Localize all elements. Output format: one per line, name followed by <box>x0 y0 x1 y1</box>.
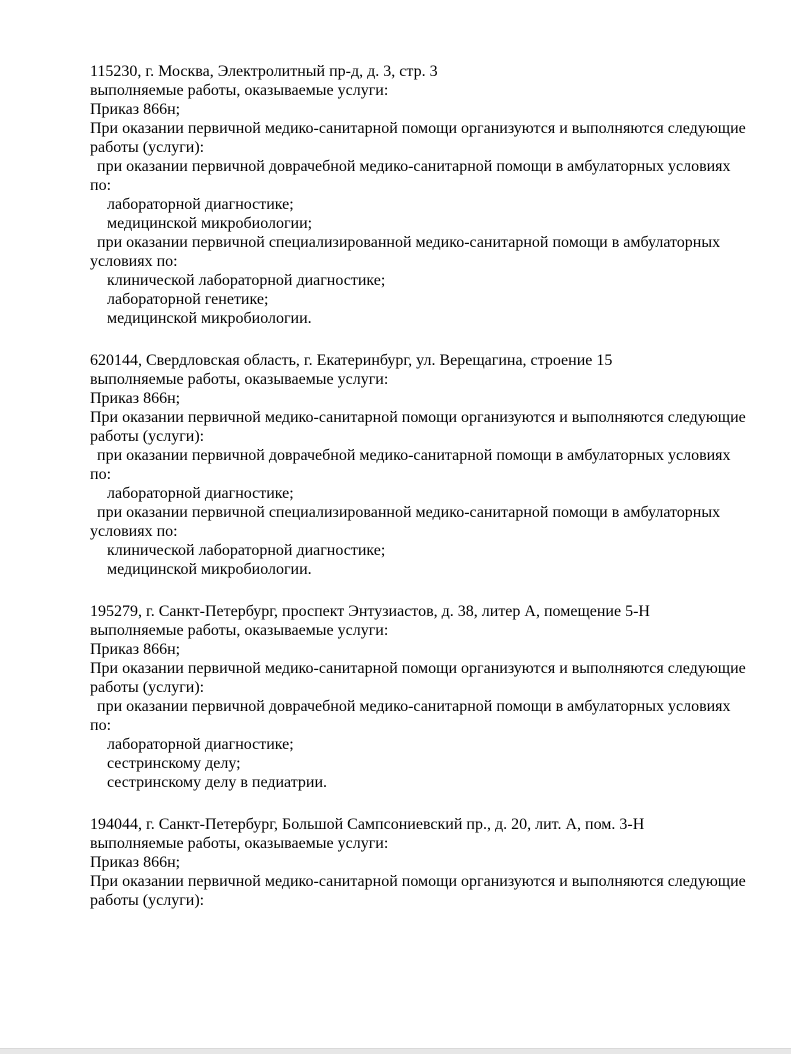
text-line: при оказании первичной доврачебной медико-санитарной помощи в амбулаторных условиях <box>97 158 731 175</box>
text-line: по: <box>90 717 112 734</box>
service-item-line: медицинской микробиологии; <box>107 215 313 232</box>
service-item-line: лабораторной диагностике; <box>107 196 294 213</box>
text-line: работы (услуги): <box>90 679 205 696</box>
text-line: при оказании первичной специализированной медико-санитарной помощи в амбулаторных <box>97 234 721 251</box>
text-line: Приказ 866н; <box>90 854 181 871</box>
text-line: Приказ 866н; <box>90 641 181 658</box>
text-line: При оказании первичной медико-санитарной помощи организуются и выполняются следующие <box>90 660 746 677</box>
text-line: При оказании первичной медико-санитарной помощи организуются и выполняются следующие <box>90 873 746 890</box>
address-line: 620144, Свердловская область, г. Екатеринбург, ул. Верещагина, строение 15 <box>90 352 613 369</box>
text-line: условиях по: <box>90 523 178 540</box>
text-line: выполняемые работы, оказываемые услуги: <box>90 371 389 388</box>
text-line: При оказании первичной медико-санитарной помощи организуются и выполняются следующие <box>90 120 746 137</box>
license-location-block <box>90 62 762 328</box>
horizontal-scrollbar-track[interactable] <box>0 1048 791 1054</box>
text-line: при оказании первичной доврачебной медико-санитарной помощи в амбулаторных условиях <box>97 447 731 464</box>
license-location-block <box>90 351 762 579</box>
text-line: работы (услуги): <box>90 139 205 156</box>
text-line: выполняемые работы, оказываемые услуги: <box>90 622 389 639</box>
service-item-line: сестринскому делу; <box>107 755 241 772</box>
service-item-line: клинической лабораторной диагностике; <box>107 542 386 559</box>
text-line: выполняемые работы, оказываемые услуги: <box>90 835 389 852</box>
address-line: 195279, г. Санкт-Петербург, проспект Энтузиастов, д. 38, литер А, помещение 5-Н <box>90 603 650 620</box>
text-line: при оказании первичной доврачебной медико-санитарной помощи в амбулаторных условиях <box>97 698 731 715</box>
license-location-block <box>90 815 762 910</box>
service-item-line: сестринскому делу в педиатрии. <box>107 774 328 791</box>
text-line: работы (услуги): <box>90 428 205 445</box>
service-item-line: лабораторной диагностике; <box>107 736 294 753</box>
text-line: по: <box>90 177 112 194</box>
text-line: Приказ 866н; <box>90 390 181 407</box>
service-item-line: медицинской микробиологии. <box>107 561 312 578</box>
service-item-line: медицинской микробиологии. <box>107 310 312 327</box>
license-location-block <box>90 602 762 792</box>
text-line: при оказании первичной специализированной медико-санитарной помощи в амбулаторных <box>97 504 721 521</box>
service-item-line: лабораторной диагностике; <box>107 485 294 502</box>
text-line: Приказ 866н; <box>90 101 181 118</box>
text-line: При оказании первичной медико-санитарной помощи организуются и выполняются следующие <box>90 409 746 426</box>
service-item-line: клинической лабораторной диагностике; <box>107 272 386 289</box>
address-line: 194044, г. Санкт-Петербург, Большой Сампсониевский пр., д. 20, лит. А, пом. 3-Н <box>90 816 645 833</box>
text-line: по: <box>90 466 112 483</box>
text-line: работы (услуги): <box>90 892 205 909</box>
license-document <box>90 62 762 910</box>
address-line: 115230, г. Москва, Электролитный пр-д, д. 3, стр. 3 <box>90 63 438 80</box>
text-line: выполняемые работы, оказываемые услуги: <box>90 82 389 99</box>
text-line: условиях по: <box>90 253 178 270</box>
service-item-line: лабораторной генетике; <box>107 291 269 308</box>
